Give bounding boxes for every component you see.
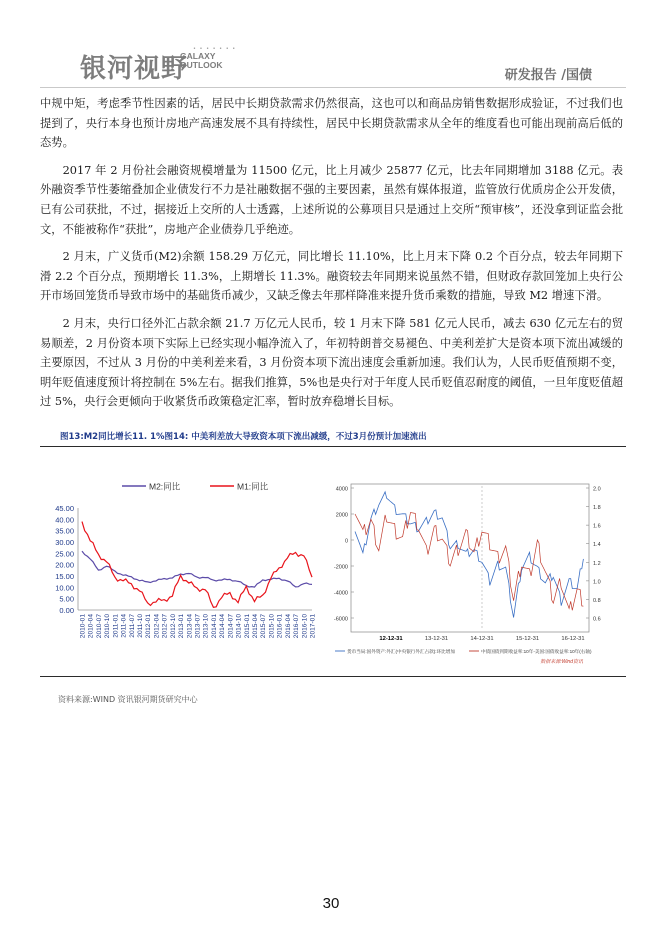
x-tick-label: 2016-07 [293,614,301,639]
x-tick-label: 2017-01 [309,614,317,639]
fx-spread-chart [333,478,623,668]
x-tick-label: 2013-10 [202,614,210,639]
x-tick-label: 2015-04 [252,614,259,639]
paragraph-3: 2 月末，广义货币(M2)余额 158.29 万亿元，同比增长 11.10%，比上月末下降 0.2 个百分点，较去年同期下滑 2.2 个百分点，预期增长 11.3%，上期增长 11.3%。融资较去年同期来说虽然不错，但财政存款回笼加上央行公开市场回笼货币导致市场中的基础货币减少，又缺乏像去年那样降准来提升货币乘数的措施，导致 M2 增速下滑。 [40,250,623,303]
x-tick-label: 2010-04 [87,614,95,639]
y-tick-label: 45.00 [55,504,74,513]
y-tick-label: 25.00 [55,549,74,559]
x-tick-label: 2010-10 [104,614,112,639]
logo-en-line1: GALAXY [180,51,216,61]
paragraph-2: 2017 年 2 月份社会融资规模增量为 11500 亿元，比上月减少 25877 亿元，比去年同期增加 3188 亿元。表外融资季节性萎缩叠加企业债发行不力是社融数据不强的主要因素，虽然有媒体报道，监管放行优质房企公开发债，已有公司获批，不过，据接近上交所的人士透露，上述所说的公募项目只是通过上交所“预审核”，还没拿到证监会批文，不能被称作“获批”，房地产企业债券几乎绝迹。 [40,163,623,236]
y-tick-label: 35.00 [55,526,74,536]
x-tick-label: 2016-04 [284,614,292,639]
legend-label-fx: 货币当局:国外资产:外汇(中央银行外汇占款):环比增加 [347,649,455,654]
figure-caption: 图13:M2同比增长11. 1%图14: 中美利差放大导致资本项下流出减缓，不过3月份预计加速流出 [60,432,427,442]
left-tick-label: -6000 [333,616,348,623]
x-tick-label: 2011-04 [120,614,128,638]
x-tick-label: 2013-07 [194,614,202,639]
header-divider [40,87,626,88]
x-tick-label: 2015-07 [260,614,268,639]
logo-dots: • • • • • • • [193,46,237,52]
right-tick-label: 1.0 [593,579,601,586]
x-tick-label: 2014-04 [219,614,227,639]
x-tick-label: 2012-04 [153,614,161,639]
x-tick-label: 2015-01 [243,614,251,639]
right-tick-label: 0.6 [593,616,601,623]
x-tick-label: 2011-10 [137,614,144,638]
right-tick-label: 1.8 [593,505,601,512]
x-tick-label: 2012-10 [169,614,177,639]
left-tick-label: -4000 [333,590,348,597]
paragraph-4: 2 月末，央行口径外汇占款余额 21.7 万亿元人民币，较 1 月末下降 581 亿元人民币，减去 630 亿元左右的贸易顺差，2 月份资本项下实际上已经实现小幅净流入了，年初特朗普交易褪色、中美利差扩大是资本项下流出减缓的主要原因，不过从 3 月份的中美利差来看，3 月份资本项下流出速度会重新加速。我们认为，人民币贬值预期不变，明年贬值速度预计将控制在 5%左右。据我们推算，5%也是央行对于年度人民币贬值忍耐度的阈值，一旦年度贬值超过 5%，央行会更倾向于收紧货币政策稳定汇率，暂时放弃稳增长目标。 [40,316,623,409]
series-line-spread [355,513,583,611]
figure-top-rule [40,446,626,447]
x-tick-label: 2010-01 [79,614,87,639]
y-tick-label: 30.00 [55,538,74,547]
plot-frame [351,484,589,632]
page-number: 30 [322,895,340,912]
series-line-m1 [82,522,312,608]
legend-label-1: M1:同比 [237,481,269,492]
right-tick-label: 1.6 [593,523,601,530]
x-tick-label: 2014-07 [227,614,235,639]
right-tick-label: 0.8 [593,597,601,604]
x-tick-label: 2012-07 [161,614,169,639]
x-tick-label: 2016-10 [301,614,309,639]
page-header [0,0,662,92]
logo-english [180,52,240,70]
x-tick-label: 2016-01 [276,614,284,639]
logo-en-line2: OUTLOOK [180,60,223,70]
legend-label-0: M2:同比 [149,481,181,492]
x-tick-label: 2011-01 [112,614,120,638]
right-tick-label: 1.2 [593,560,601,567]
series-line-fx [355,492,583,618]
x-tick-label: 2011-07 [128,614,136,638]
figure-bottom-rule [40,676,626,677]
paragraph-1: 中规中矩，考虑季节性因素的话，居民中长期贷款需求仍然很高，这也可以和商品房销售数据形成验证，不过我们也提到了，央行本身也预计房地产高速发展不具有持续性，居民中长期贷款需求从全年的维度看也可能出现前高后低的态势。 [40,97,623,150]
left-tick-label: -2000 [333,564,348,571]
m2-m1-chart [40,474,325,659]
y-tick-label: 5.00 [59,594,74,604]
x-tick-label: 15-12-31 [515,636,540,642]
legend-label-spread: 中债国债到期收益率:10年-美国:国债收益率:10年(右轴) [481,649,592,654]
report-type: 研发报告 /国债 [504,68,592,83]
x-tick-label: 14-12-31 [470,636,494,642]
source-note: 资料来源:WIND 资讯银河期货研究中心 [58,695,198,704]
x-tick-label: 13-12-31 [424,636,449,642]
y-tick-label: 0.00 [59,606,74,615]
x-tick-label: 2013-01 [178,614,186,639]
x-tick-label: 2012-01 [145,614,153,639]
y-tick-label: 40.00 [55,515,74,525]
y-tick-label: 20.00 [55,560,74,570]
right-tick-label: 2.0 [593,486,601,493]
y-tick-label: 15.00 [55,572,74,581]
y-tick-label: 10.00 [55,583,74,593]
right-tick-label: 1.4 [593,542,601,549]
x-tick-label: 12-12-31 [379,636,403,642]
left-tick-label: 2000 [335,512,348,519]
left-tick-label: 4000 [335,486,348,493]
x-tick-label: 2014-01 [210,614,218,639]
x-tick-label: 2013-04 [186,614,194,639]
x-tick-label: 2014-10 [235,614,243,639]
x-tick-label: 16-12-31 [561,636,585,642]
left-tick-label: 0 [344,538,348,545]
x-tick-label: 2015-10 [268,614,276,639]
body-text [40,94,623,420]
chart-source-label: 数据来源:Wind资讯 [540,659,583,665]
x-tick-label: 2010-07 [95,614,103,639]
logo-chinese: 银河视野 [80,54,189,84]
